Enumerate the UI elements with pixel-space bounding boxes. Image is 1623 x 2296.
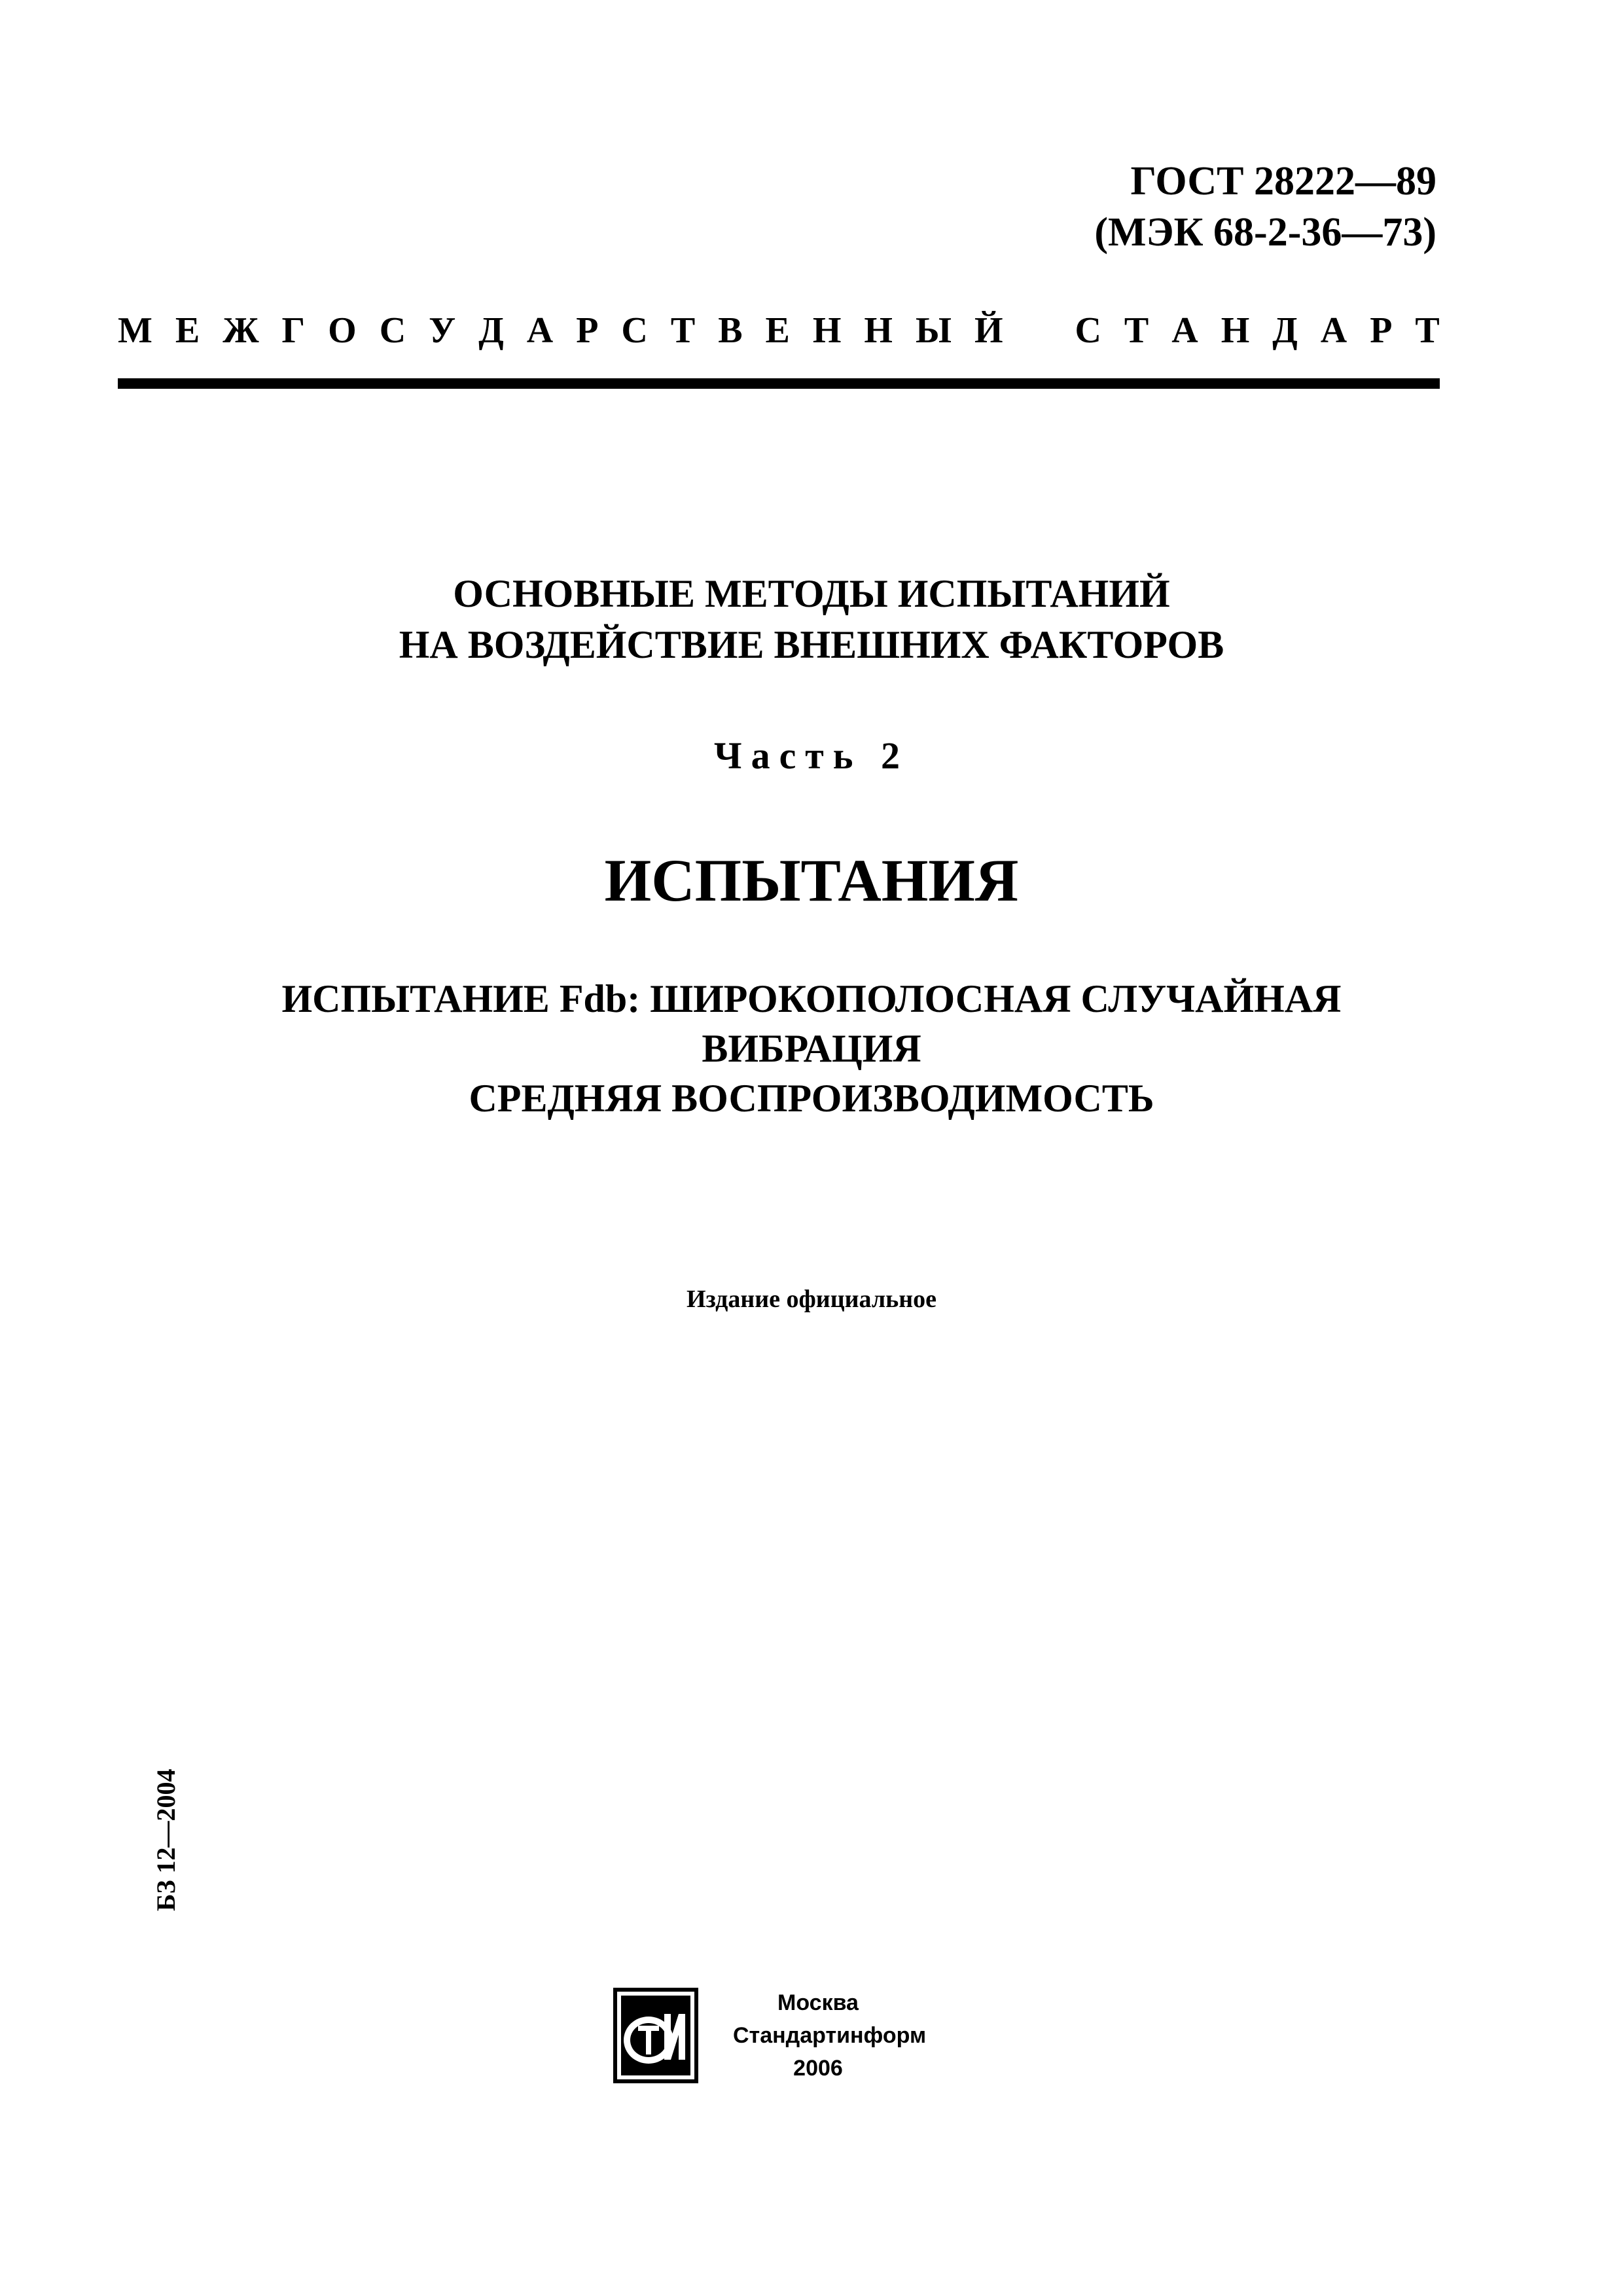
banner-letter: Д (478, 310, 504, 351)
publisher-year: 2006 (793, 2056, 843, 2081)
part-label: Часть 2 (714, 734, 909, 777)
banner-letter: Н (1221, 310, 1250, 351)
banner-letter: Н (812, 310, 842, 351)
side-code: БЗ 12—2004 (151, 1768, 181, 1911)
banner-letter: У (429, 310, 456, 351)
publisher-city: Москва (777, 1990, 859, 2015)
banner-letter: Г (281, 310, 306, 351)
publisher-name: Стандартинформ (733, 2023, 927, 2048)
banner-letter: О (328, 310, 357, 351)
banner-letter: Н (864, 310, 893, 351)
banner-letter: Ы (915, 310, 952, 351)
standartinform-logo-icon (612, 1986, 704, 2085)
publisher-block (733, 1986, 927, 2085)
banner-letter: С (621, 310, 648, 351)
banner-letter: Т (1124, 310, 1149, 351)
header-rule (118, 378, 1440, 389)
banner-letter: С (379, 310, 406, 351)
iec-number: (МЭК 68-2-36—73) (1094, 210, 1436, 255)
banner-letter: В (718, 310, 743, 351)
edition-label: Издание официальное (686, 1285, 936, 1313)
banner-letter: А (526, 310, 554, 351)
test-subtitle (0, 974, 1623, 1123)
document-code (1094, 156, 1436, 258)
banner-letter: Ж (223, 310, 259, 351)
banner-letter: Е (175, 310, 200, 351)
banner-letter: Е (765, 310, 790, 351)
main-title-line: НА ВОЗДЕЙСТВИЕ ВНЕШНИХ ФАКТОРОВ (399, 623, 1224, 666)
gost-number: ГОСТ 28222—89 (1130, 159, 1436, 204)
banner-letter: Р (1370, 310, 1393, 351)
subtitle-line: СРЕДНЯЯ ВОСПРОИЗВОДИМОСТЬ (469, 1077, 1154, 1120)
banner-word-gap (1026, 308, 1052, 353)
banner-letter: С (1075, 310, 1101, 351)
banner-letter: Р (576, 310, 599, 351)
banner-letter: М (118, 310, 152, 351)
banner-letter: Т (1415, 310, 1440, 351)
banner-letter: А (1171, 310, 1198, 351)
subtitle-line: ИСПЫТАНИЕ Fdb: ШИРОКОПОЛОСНАЯ СЛУЧАЙНАЯ (281, 977, 1342, 1020)
banner-letter: А (1320, 310, 1347, 351)
tests-heading: ИСПЫТАНИЯ (604, 847, 1019, 914)
interstate-standard-banner (118, 308, 1440, 353)
main-title (0, 568, 1623, 670)
subtitle-line: ВИБРАЦИЯ (702, 1027, 921, 1070)
main-title-line: ОСНОВНЫЕ МЕТОДЫ ИСПЫТАНИЙ (453, 572, 1170, 615)
banner-letter: Т (670, 310, 696, 351)
banner-letter: Д (1272, 310, 1298, 351)
banner-letter: Й (974, 310, 1003, 351)
